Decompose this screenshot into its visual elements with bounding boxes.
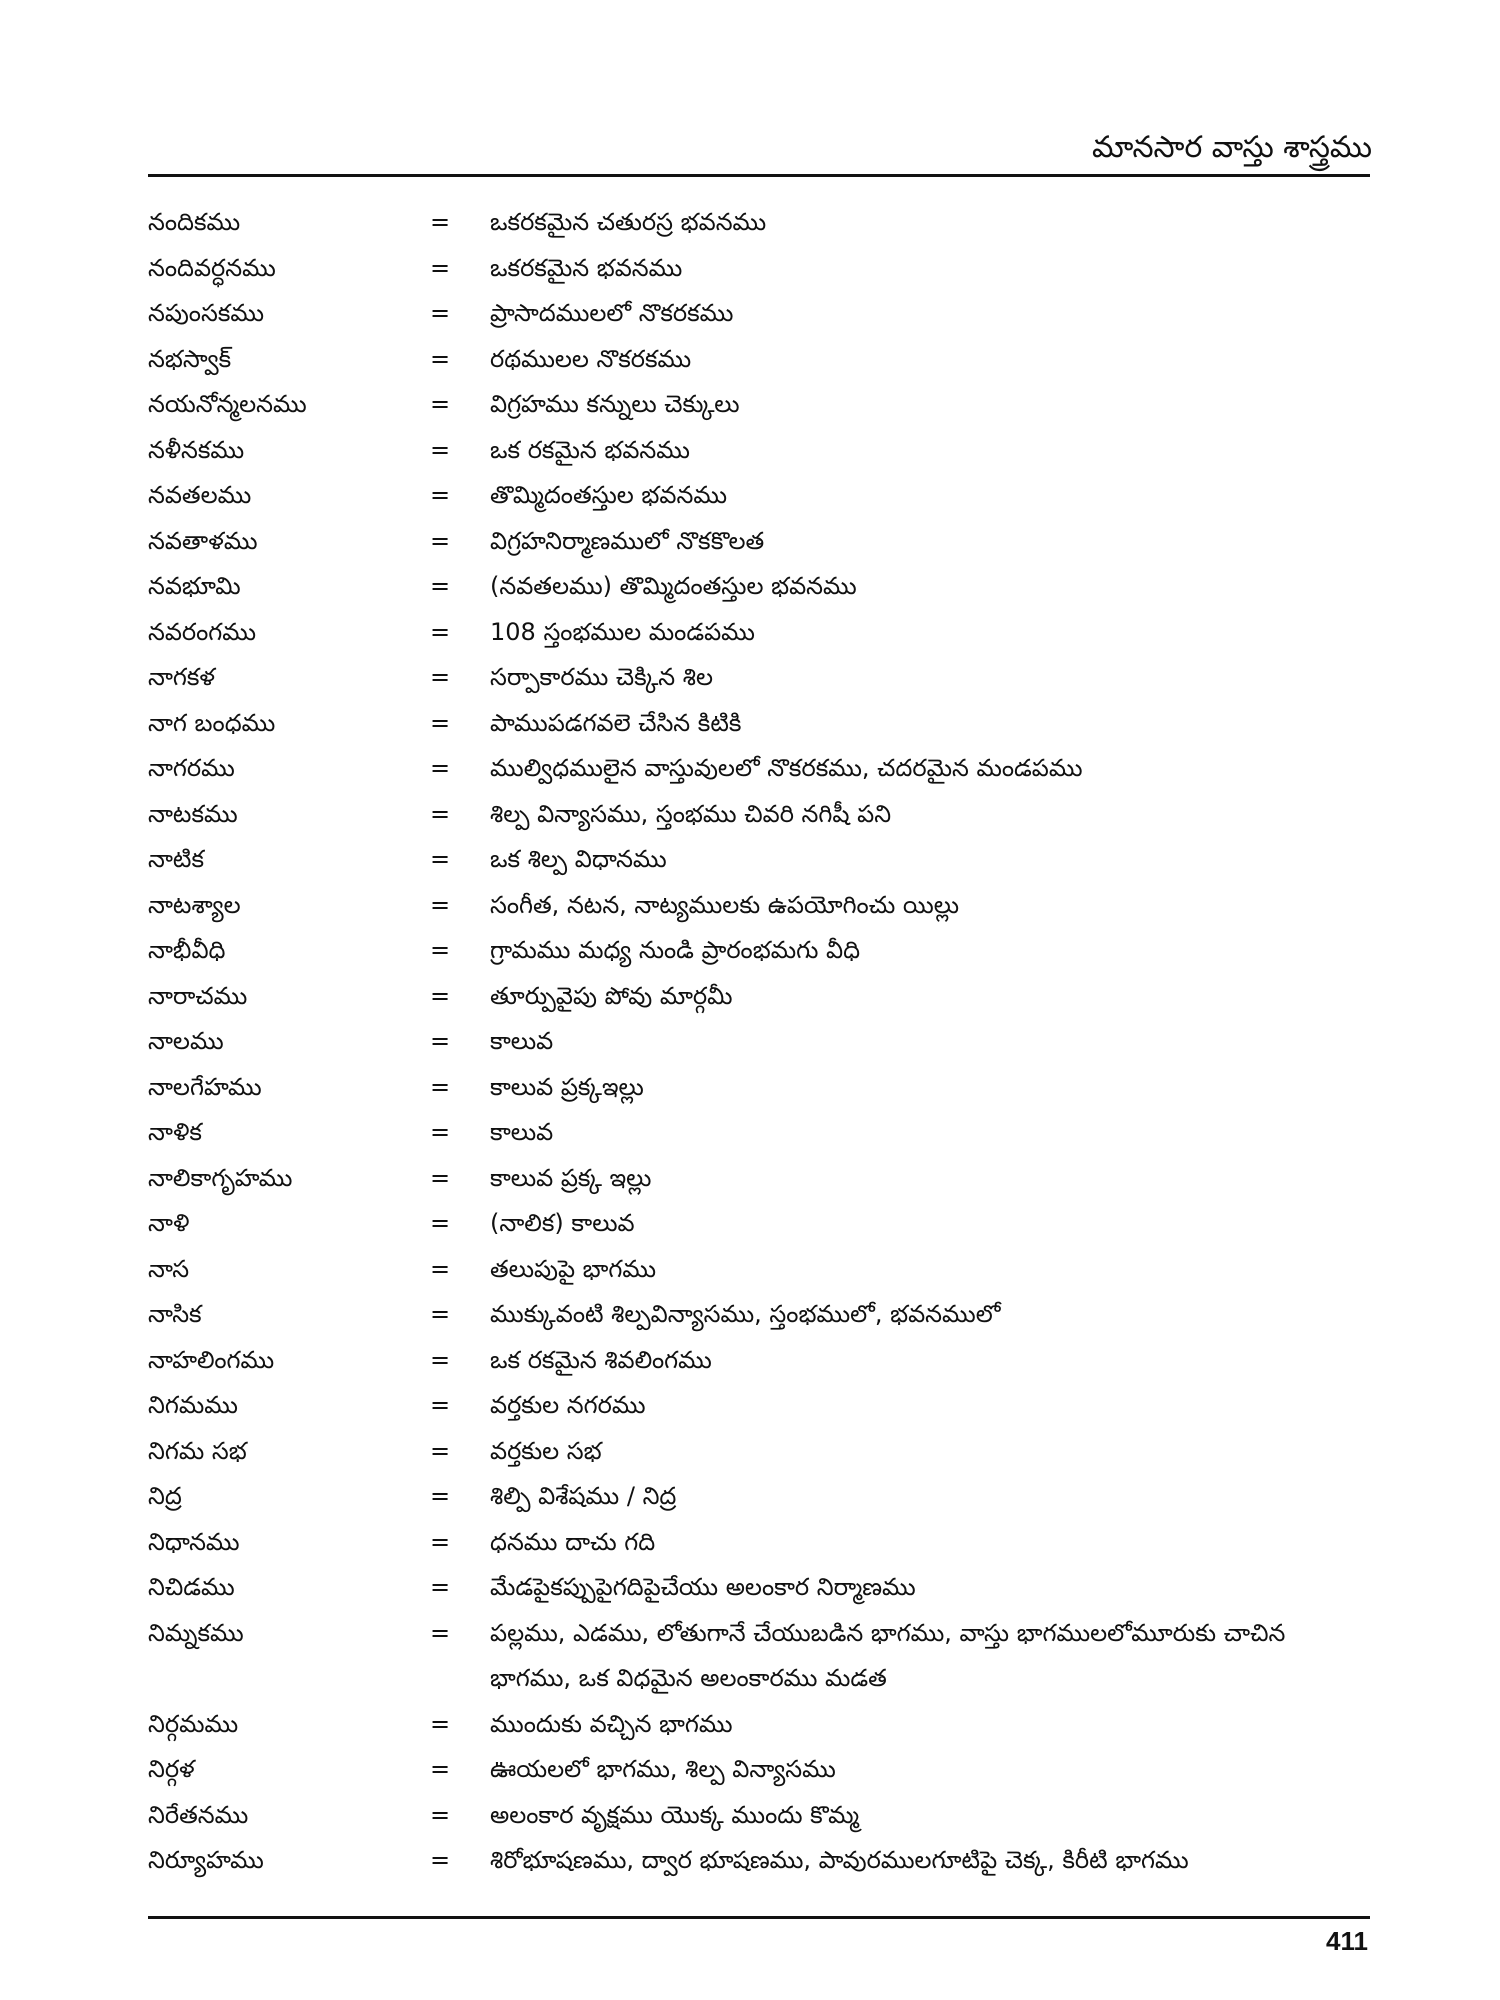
entry-equals-sign: = [430, 1300, 451, 1328]
entry-term: నిర్గళ [148, 1755, 195, 1783]
glossary-entry [148, 1110, 1370, 1156]
entry-definition: ధనము దాచు గది [490, 1527, 656, 1556]
glossary-entry [148, 655, 1370, 701]
glossary-entry [148, 792, 1370, 838]
page-number: 411 [1326, 1926, 1368, 1956]
entry-equals-sign: = [430, 435, 451, 464]
entry-equals-sign: = [430, 1072, 451, 1101]
entry-equals-sign: = [430, 663, 451, 691]
glossary-entry [148, 610, 1370, 656]
entry-term: నాహలింగము [148, 1345, 275, 1374]
entry-definition: శిరోభూషణము, ద్వార భూషణము, పావురములగూటిపై చెక్క, కిరీటి భాగము [490, 1846, 1189, 1874]
entry-equals-sign: = [430, 481, 451, 509]
glossary-entry [148, 291, 1370, 337]
entry-equals-sign: = [430, 1436, 451, 1465]
glossary-entry [148, 1520, 1370, 1566]
glossary-entry [148, 519, 1370, 565]
glossary-entry [148, 1292, 1370, 1338]
entry-definition: సర్పాకారము చెక్కిన శిల [490, 663, 713, 691]
entry-term: నపుంసకము [148, 299, 265, 327]
entry-equals-sign: = [430, 936, 451, 964]
entry-equals-sign: = [430, 208, 451, 236]
entry-term: నందివర్ధనము [148, 253, 276, 282]
entry-definition: విగ్రహము కన్నులు చెక్కులు [490, 390, 740, 418]
entry-term: నాళిక [148, 1118, 202, 1146]
entry-definition: (నాలిక) కాలువ [490, 1209, 635, 1237]
entry-term: నందికము [148, 208, 241, 236]
entry-definition: ఒకరకమైన భవనము [490, 253, 683, 282]
glossary-entry [148, 1338, 1370, 1384]
entry-term: నిధానము [148, 1527, 240, 1556]
glossary-entry [148, 564, 1370, 610]
entry-equals-sign: = [430, 981, 451, 1010]
entry-equals-sign: = [430, 1800, 451, 1829]
entry-term: నాగరము [148, 754, 235, 782]
entry-definition: విగ్రహనిర్మాణములో నొకకొలత [490, 526, 765, 555]
entry-term: నవరంగము [148, 617, 256, 646]
entry-definition: ఊయలలో భాగము, శిల్ప విన్యాసము [490, 1755, 836, 1783]
entry-equals-sign: = [430, 390, 451, 418]
entry-term: నాళి [148, 1209, 190, 1237]
entry-term: నభస్వాక్ [148, 344, 232, 373]
glossary-entry [148, 701, 1370, 747]
entry-term: నిచిడము [148, 1573, 235, 1601]
entry-equals-sign: = [430, 1027, 451, 1055]
footer-rule [148, 1916, 1370, 1919]
header-rule [148, 174, 1370, 177]
entry-definition: మేడపైకప్పుపైగదిపైచేయు అలంకార నిర్మాణము [490, 1573, 916, 1601]
entry-definition: అలంకార వృక్షము యొక్క ముందు కొమ్మ [490, 1800, 860, 1829]
entry-definition: 108 స్తంభముల మండపము [490, 617, 755, 646]
entry-definition: శిల్పి విశేషము / నిద్ర [490, 1482, 677, 1510]
entry-definition: ఒక శిల్ప విధానము [490, 845, 667, 873]
glossary-entry [148, 928, 1370, 974]
glossary-entry [148, 1247, 1370, 1293]
entry-equals-sign: = [430, 799, 451, 828]
entry-equals-sign: = [430, 526, 451, 555]
entry-equals-sign: = [430, 1573, 451, 1601]
glossary-entry [148, 1793, 1370, 1839]
glossary-entry [148, 1747, 1370, 1793]
glossary-entry [148, 1019, 1370, 1065]
entry-definition: (నవతలము) తొమ్మిదంతస్తుల భవనము [490, 572, 857, 600]
entry-term: నిర్యూహము [148, 1846, 264, 1874]
entry-equals-sign: = [430, 1846, 451, 1874]
glossary-entry [148, 1611, 1370, 1702]
glossary-entry [148, 382, 1370, 428]
entry-term: నాటశ్యాల [148, 890, 241, 919]
glossary-entry [148, 200, 1370, 246]
entry-term: నాటకము [148, 799, 238, 828]
glossary-entry [148, 1201, 1370, 1247]
entry-equals-sign: = [430, 1254, 451, 1283]
entry-definition: శిల్ప విన్యాసము, స్తంభము చివరి నగిషీ పని [490, 799, 892, 828]
glossary-entry [148, 1565, 1370, 1611]
entry-term: నవభూమి [148, 572, 241, 600]
glossary-entry [148, 1474, 1370, 1520]
entry-equals-sign: = [430, 253, 451, 282]
entry-term: నాలగేహము [148, 1072, 262, 1101]
entry-definition: ఒకరకమైన చతురస్ర భవనము [490, 208, 767, 236]
entry-equals-sign: = [430, 299, 451, 327]
running-header-title: మానసార వాస్తు శాస్త్రము [1092, 130, 1372, 165]
entry-definition: కాలువ ప్రక్క ఇల్లు [490, 1163, 652, 1192]
glossary-entry [148, 837, 1370, 883]
entry-equals-sign: = [430, 572, 451, 600]
entry-equals-sign: = [430, 1163, 451, 1192]
glossary-entry [148, 246, 1370, 292]
entry-definition: పల్లము, ఎడము, లోతుగానే చేయుబడిన భాగము, వాస్తు భాగములలోమూరుకు చాచిన భాగము, ఒక విధమైన అలంకారము మడత [490, 1618, 1286, 1692]
entry-definition: ఒక రకమైన శివలింగము [490, 1345, 712, 1374]
entry-equals-sign: = [430, 1482, 451, 1510]
glossary-list [148, 200, 1370, 1884]
entry-definition: తొమ్మిదంతస్తుల భవనము [490, 481, 728, 509]
entry-definition: గ్రామము మధ్య నుండి ప్రారంభమగు వీధి [490, 936, 861, 964]
glossary-entry [148, 473, 1370, 519]
glossary-entry [148, 1156, 1370, 1202]
entry-definition: వర్తకుల సభ [490, 1436, 602, 1465]
entry-definition: తూర్పువైపు పోవు మార్గమీ [490, 981, 733, 1010]
entry-definition: వర్తకుల నగరము [490, 1391, 646, 1419]
entry-equals-sign: = [430, 617, 451, 646]
entry-definition: తలుపుపై భాగము [490, 1254, 657, 1283]
entry-term: నాసిక [148, 1300, 202, 1328]
entry-term: నాస [148, 1254, 190, 1283]
glossary-entry [148, 428, 1370, 474]
glossary-entry [148, 1429, 1370, 1475]
entry-definition: ముక్కువంటి శిల్పవిన్యాసము, స్తంభములో, భవనములో [490, 1300, 1001, 1328]
entry-term: నిరేతనము [148, 1800, 249, 1829]
entry-definition: కాలువ ప్రక్కఇల్లు [490, 1072, 644, 1101]
entry-term: నాగ బంధము [148, 708, 276, 737]
entry-equals-sign: = [430, 890, 451, 919]
entry-definition: కాలువ [490, 1027, 554, 1055]
entry-definition: కాలువ [490, 1118, 554, 1146]
entry-equals-sign: = [430, 1118, 451, 1146]
entry-term: నిగమము [148, 1391, 238, 1419]
entry-equals-sign: = [430, 1209, 451, 1237]
entry-equals-sign: = [430, 845, 451, 873]
entry-definition: ప్రాసాదములలో నొకరకము [490, 299, 734, 327]
entry-equals-sign: = [430, 1391, 451, 1419]
glossary-entry [148, 337, 1370, 383]
entry-equals-sign: = [430, 1709, 451, 1738]
glossary-entry [148, 746, 1370, 792]
glossary-entry [148, 883, 1370, 929]
glossary-entry [148, 1702, 1370, 1748]
entry-term: నయనోన్మలనము [148, 390, 307, 418]
entry-definition: రథములల నొకరకము [490, 344, 692, 373]
glossary-entry [148, 974, 1370, 1020]
entry-term: నాలము [148, 1027, 224, 1055]
glossary-entry [148, 1065, 1370, 1111]
entry-definition: పాముపడగవలె చేసిన కిటికి [490, 708, 742, 737]
entry-term: నిర్గమము [148, 1709, 239, 1738]
entry-term: నిద్ర [148, 1482, 182, 1510]
entry-term: నిమ్నకము [148, 1618, 244, 1647]
entry-term: నళీనకము [148, 435, 245, 464]
entry-term: నవతలము [148, 481, 252, 509]
entry-term: నాభీవీధి [148, 936, 226, 964]
entry-equals-sign: = [430, 344, 451, 373]
entry-definition: ఒక రకమైన భవనము [490, 435, 690, 464]
entry-term: నిగమ సభ [148, 1436, 247, 1465]
entry-equals-sign: = [430, 1755, 451, 1783]
entry-term: నాలికాగృహము [148, 1163, 293, 1192]
entry-term: నవతాళము [148, 526, 258, 555]
entry-definition: ముల్విధములైన వాస్తువులలో నొకరకము, చదరమైన మండపము [490, 754, 1083, 782]
entry-term: నాటిక [148, 845, 204, 873]
entry-equals-sign: = [430, 754, 451, 782]
entry-term: నాగకళ [148, 663, 215, 691]
glossary-entry [148, 1838, 1370, 1884]
entry-equals-sign: = [430, 708, 451, 737]
glossary-entry [148, 1383, 1370, 1429]
entry-equals-sign: = [430, 1527, 451, 1556]
entry-definition: సంగీత, నటన, నాట్యములకు ఉపయోగించు యిల్లు [490, 890, 960, 919]
entry-equals-sign: = [430, 1345, 451, 1374]
entry-term: నారాచము [148, 981, 248, 1010]
entry-definition: ముందుకు వచ్చిన భాగము [490, 1709, 733, 1738]
entry-equals-sign: = [430, 1618, 451, 1647]
